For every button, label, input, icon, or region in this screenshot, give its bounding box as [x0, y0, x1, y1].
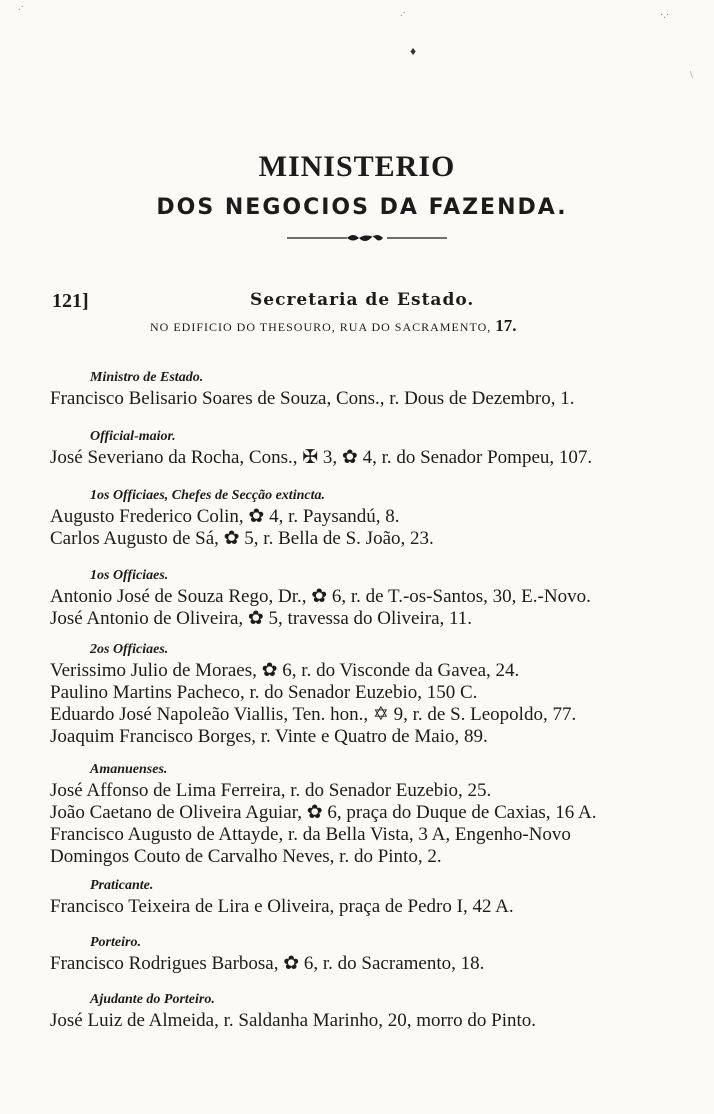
- person-entry: Francisco Teixeira de Lira e Oliveira, praça de Pedro I, 42 A.: [50, 896, 514, 917]
- person-entry: Francisco Belisario Soares de Souza, Cons., r. Dous de Dezembro, 1.: [50, 388, 575, 409]
- role-heading: 2os Officiaes.: [90, 642, 169, 657]
- person-entry: Paulino Martins Pacheco, r. do Senador Euzebio, 150 C.: [50, 682, 478, 703]
- section-ministro: [50, 368, 690, 410]
- person-entry: Francisco Augusto de Attayde, r. da Bella Vista, 3 A, Engenho-Novo: [50, 824, 571, 845]
- person-entry: Carlos Augusto de Sá, ✿ 5, r. Bella de S. João, 23.: [50, 528, 434, 549]
- ministry-subtitle: DOS NEGOCIOS DA FAZENDA.: [156, 195, 568, 220]
- role-heading: Ministro de Estado.: [90, 370, 204, 385]
- section-segundos-officiaes: [50, 640, 690, 748]
- role-heading: Official-maior.: [90, 429, 176, 444]
- address-number: 17.: [495, 316, 517, 335]
- ministry-title: MINISTERIO: [258, 150, 456, 183]
- person-entry: José Antonio de Oliveira, ✿ 5, travessa do Oliveira, 11.: [50, 608, 473, 629]
- person-entry: Joaquim Francisco Borges, r. Vinte e Quatro de Maio, 89.: [50, 726, 488, 747]
- person-entry: Domingos Couto de Carvalho Neves, r. do Pinto, 2.: [50, 846, 442, 867]
- document-page: ♦ .· .· ·.· \ MINISTERIO DOS NEGOCIOS DA FAZENDA. 121] Secretaria de Estado. NO EDIFICIO DO THESOURO, RUA DO SACRAMENTO, 17. Ministro de Estado. Francisco Belisario Soares de Souza, Cons., r. Dous de Dezembro, 1. Official-maior. José Severiano da Rocha, Cons., ✠ 3, ✿ 4, r. do Senador Pompeu, 107. 1os Officiaes, Chefes de Secção extincta. Augusto Frederico Colin, ✿ 4, r. Paysandú, 8. Carlos Augusto de Sá, ✿ 5, r. Bella de S. João, 23. 1os Officiaes. Antonio José de Souza Rego, Dr., ✿ 6, r. de T.-os-Santos, 30, E.-Novo. José Antonio de Oliveira, ✿ 5, travessa do Oliveira, 11. 2os Officiaes. Verissimo Julio de Moraes, ✿ 6, r. do Visconde da Gavea, 24. Paulino Martins Pacheco, r. do Senador Euzebio, 150 C. Eduardo José Napoleão Viallis, Ten. hon., ✡ 9, r. de S. Leopoldo, 77. Joaquim Francisco Borges, r. Vinte e Quatro de Maio, 89. Amanuenses. José Affonso de Lima Ferreira, r. do Senador Euzebio, 25. João Caetano de Oliveira Aguiar, ✿ 6, praça do Duque de Caxias, 16 A. Francisco Augusto de Attayde, r. da Bella Vista, 3 A, Engenho-Novo Domingos Couto de Carvalho Neves, r. do Pinto, 2. Praticante. Francisco Teixeira de Lira e Oliveira, praça de Pedro I, 42 A. Porteiro. Francisco Rodrigues Barbosa, ✿ 6, r. do Sacramento, 18. Ajudante do Porteiro. José Luiz de Almeida, r. Saldanha Marinho, 20, morro do Pinto.: [0, 0, 714, 1114]
- role-heading: 1os Officiaes.: [90, 568, 169, 583]
- role-heading: Praticante.: [90, 878, 154, 893]
- section-chefes-seccao: [50, 486, 690, 550]
- ornament-divider: [287, 231, 447, 245]
- person-entry: José Severiano da Rocha, Cons., ✠ 3, ✿ 4, r. do Senador Pompeu, 107.: [50, 447, 593, 468]
- section-primeiros-officiaes: [50, 566, 690, 630]
- section-ajudante-porteiro: [50, 990, 690, 1032]
- address-line: [150, 316, 517, 336]
- person-entry: José Affonso de Lima Ferreira, r. do Senador Euzebio, 25.: [50, 780, 492, 801]
- role-heading: Porteiro.: [90, 935, 141, 950]
- section-title: Secretaria de Estado.: [250, 290, 475, 310]
- section-official-maior: [50, 427, 690, 469]
- section-praticante: [50, 876, 690, 918]
- role-heading: Ajudante do Porteiro.: [90, 992, 215, 1007]
- person-entry: Eduardo José Napoleão Viallis, Ten. hon., ✡ 9, r. de S. Leopoldo, 77.: [50, 704, 577, 725]
- person-entry: Verissimo Julio de Moraes, ✿ 6, r. do Visconde da Gavea, 24.: [50, 660, 520, 681]
- person-entry: José Luiz de Almeida, r. Saldanha Marinho, 20, morro do Pinto.: [50, 1010, 537, 1031]
- role-heading: 1os Officiaes, Chefes de Secção extincta.: [90, 488, 325, 503]
- person-entry: Augusto Frederico Colin, ✿ 4, r. Paysandú, 8.: [50, 506, 400, 527]
- person-entry: Francisco Rodrigues Barbosa, ✿ 6, r. do Sacramento, 18.: [50, 953, 485, 974]
- section-porteiro: [50, 933, 690, 975]
- role-heading: Amanuenses.: [90, 762, 168, 777]
- person-entry: Antonio José de Souza Rego, Dr., ✿ 6, r. de T.-os-Santos, 30, E.-Novo.: [50, 586, 591, 607]
- page-number: 121]: [52, 290, 89, 312]
- person-entry: João Caetano de Oliveira Aguiar, ✿ 6, praça do Duque de Caxias, 16 A.: [50, 802, 597, 823]
- address-text: NO EDIFICIO DO THESOURO, RUA DO SACRAMENTO,: [150, 320, 492, 334]
- section-amanuenses: [50, 760, 690, 868]
